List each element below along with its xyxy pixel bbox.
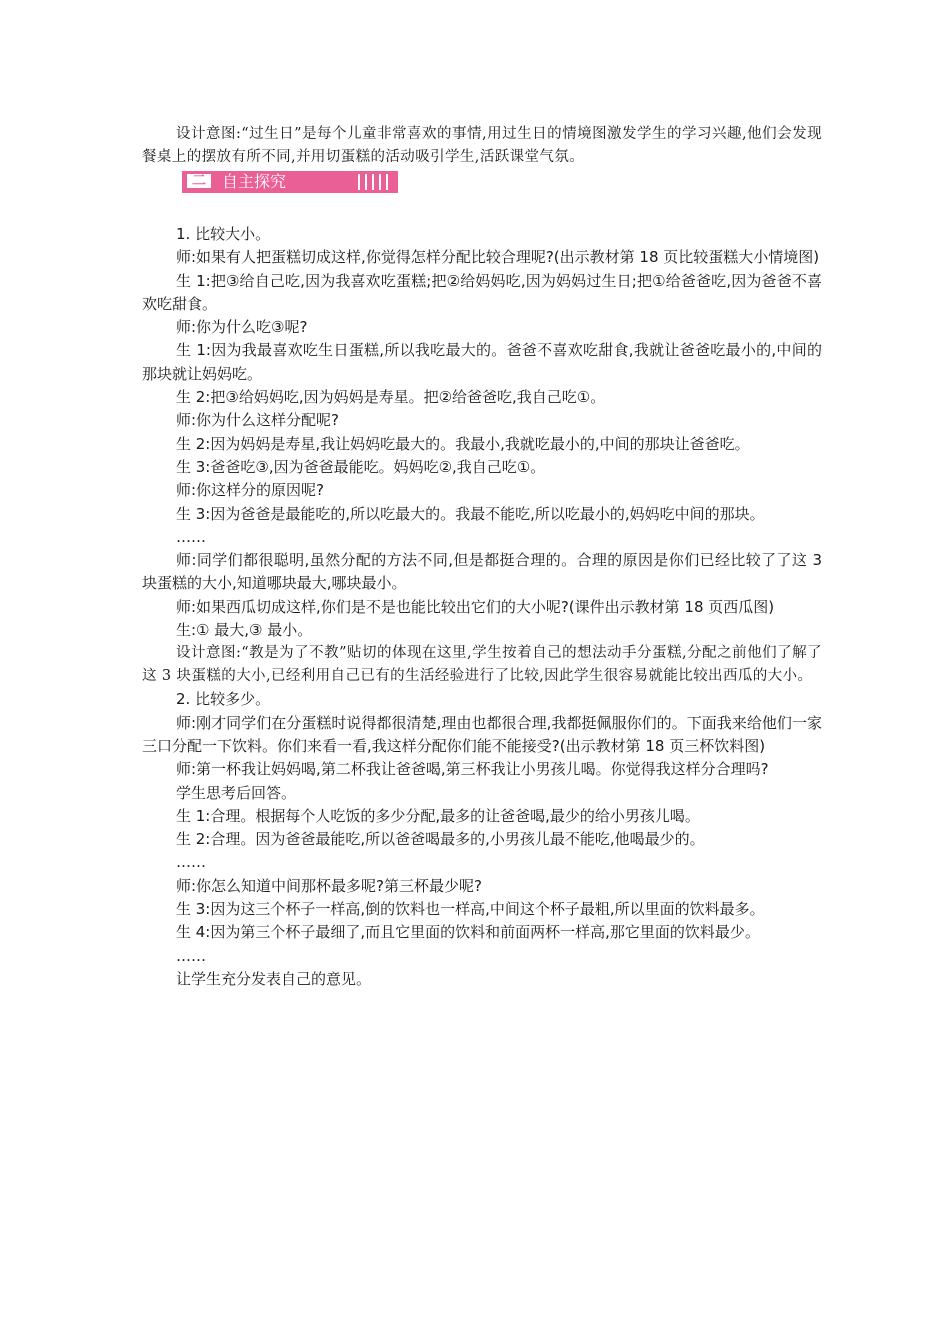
paragraph: 生:① 最大,③ 最小。	[176, 621, 313, 640]
paragraph: 让学生充分发表自己的意见。	[176, 969, 372, 988]
document-body	[142, 123, 822, 991]
paragraph: 学生思考后回答。	[176, 783, 297, 802]
paragraph: 师:第一杯我让妈妈喝,第二杯我让爸爸喝,第三杯我让小男孩儿喝。你觉得我这样分合理吗?	[176, 760, 769, 779]
section-title: 自主探究	[222, 172, 287, 191]
paragraph: 1. 比较大小。	[176, 225, 271, 243]
paragraph: 师:你为什么吃③呢?	[176, 318, 308, 337]
paragraph: 师:同学们都很聪明,虽然分配的方法不同,但是都挺合理的。合理的原因是你们已经比较了了这 3 块蛋糕的大小,知道哪块最大,哪块最小。	[142, 551, 822, 593]
paragraph: 生 1:因为我最喜欢吃生日蛋糕,所以我吃最大的。爸爸不喜欢吃甜食,我就让爸爸吃最小的,中间的那块就让妈妈吃。	[142, 341, 822, 383]
paragraph: 生 3:因为这三个杯子一样高,倒的饮料也一样高,中间这个杯子最粗,所以里面的饮料最多。	[176, 900, 765, 919]
paragraph: 2. 比较多少。	[176, 690, 271, 709]
paragraph: 生 2:因为妈妈是寿星,我让妈妈吃最大的。我最小,我就吃最小的,中间的那块让爸爸吃。	[176, 434, 750, 453]
paragraph: 生 2:合理。因为爸爸最能吃,所以爸爸喝最多的,小男孩儿最不能吃,他喝最少的。	[176, 830, 705, 849]
paragraph: 师:如果西瓜切成这样,你们是不是也能比较出它们的大小呢?(课件出示教材第 18 页西瓜图)	[176, 597, 775, 616]
banner-stripes-decoration	[358, 174, 392, 190]
paragraph: 生 1:合理。根据每个人吃饭的多少分配,最多的让爸爸喝,最少的给小男孩儿喝。	[176, 806, 700, 825]
section-banner	[182, 171, 398, 193]
paragraph: 师:你这样分的原因呢?	[176, 481, 325, 500]
ellipsis: ……	[176, 527, 206, 546]
paragraph: 师:如果有人把蛋糕切成这样,你觉得怎样分配比较合理呢?(出示教材第 18 页比较蛋糕大小情境图)	[176, 248, 820, 267]
design-intent-paragraph: 设计意图:“过生日”是每个儿童非常喜欢的事情,用过生日的情境图激发学生的学习兴趣,他们会发现餐桌上的摆放有所不同,并用切蛋糕的活动吸引学生,活跃课堂气氛。	[142, 126, 822, 165]
paragraph: 生 4:因为第三个杯子最细了,而且它里面的饮料和前面两杯一样高,那它里面的饮料最少。	[176, 923, 760, 942]
paragraph: 生 1:把③给自己吃,因为我喜欢吃蛋糕;把②给妈妈吃,因为妈妈过生日;把①给爸爸吃,因为爸爸不喜欢吃甜食。	[142, 271, 822, 313]
ellipsis: ……	[176, 853, 206, 872]
section-spacer	[142, 193, 822, 223]
paragraph: 生 2:把③给妈妈吃,因为妈妈是寿星。把②给爸爸吃,我自己吃①。	[176, 388, 606, 407]
ellipsis: ……	[176, 946, 206, 965]
paragraph: 生 3:因为爸爸是最能吃的,所以吃最大的。我最不能吃,所以吃最小的,妈妈吃中间的那块。	[176, 504, 765, 523]
paragraph: 生 3:爸爸吃③,因为爸爸最能吃。妈妈吃②,我自己吃①。	[176, 457, 546, 476]
section-number: 二	[186, 173, 212, 189]
paragraph: 师:你怎么知道中间那杯最多呢?第三杯最少呢?	[176, 876, 482, 895]
paragraph: 师:你为什么这样分配呢?	[176, 411, 340, 430]
paragraph: 师:刚才同学们在分蛋糕时说得都很清楚,理由也都很合理,我都挺佩服你们的。下面我来给他们一家三口分配一下饮料。你们来看一看,我这样分配你们能不能接受?(出示教材第 18 页三杯饮料图)	[142, 713, 822, 755]
design-intent-paragraph: 设计意图:“教是为了不教”贴切的体现在这里,学生按着自己的想法动手分蛋糕,分配之前他们了解了这 3 块蛋糕的大小,已经利用自己已有的生活经验进行了比较,因此学生很容易就能比较出西瓜的大小。	[142, 645, 822, 685]
